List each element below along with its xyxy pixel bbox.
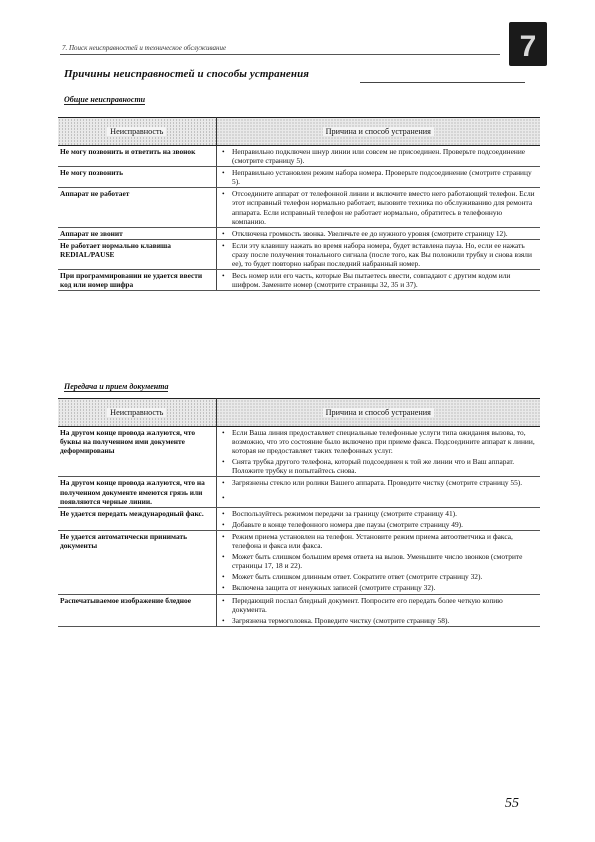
problem-cell: На другом конце провода жалуются, что буквы на полученном ими документе деформированы (58, 427, 216, 477)
bullet-icon: • (221, 428, 225, 437)
table-row (58, 427, 540, 457)
cause-cell: Включена защита от ненужных записей (смотрите страницу 32). (230, 582, 540, 594)
bullet-icon: • (216, 188, 230, 227)
column-header-cause: Причина и способ устранения (216, 118, 540, 146)
problem-cell: Аппарат не работает (58, 188, 216, 227)
bullet-icon: • (221, 508, 225, 518)
cause-cell: Отсоедините аппарат от телефонной линии и включите вместо него работающий телефон. Если этот исправный телефон нормально работает, вызовите техника по обслуживанию для ремонта аппарата. Если исправный телефон не работает нормально, обратитесь в телефонную компанию. (230, 188, 540, 227)
cause-cell: Добавьте в конце телефонного номера две паузы (смотрите страницу 49). (230, 519, 540, 531)
running-header: 7. Поиск неисправностей и техническое обслуживание (62, 44, 227, 52)
bullet-icon: • (216, 492, 230, 507)
table-row (58, 530, 540, 551)
column-header-problem: Неисправность (58, 399, 216, 427)
cause-cell: Неправильно установлен режим набора номера. Проверьте подсоединение (смотрите страницу 5). (230, 167, 540, 188)
cause-cell: Отключена громкость звонка. Увеличьте ее до нужного уровня (смотрите страницу 12). (230, 227, 540, 239)
header-rule (60, 54, 500, 55)
cause-cell: Если эту клавишу нажать во время набора номера, будет вставлена пауза. Но, если ее нажать сразу после получения тонального сигнала (после того, как Вы положили трубку и снова взяли ее), то будет повторно набран последний набранный номер. (230, 239, 540, 269)
page-number: 55 (505, 796, 519, 811)
table-row (58, 507, 540, 519)
cause-cell (230, 492, 540, 507)
cause-cell: Воспользуйтесь режимом передачи за границу (смотрите страницу 41). (232, 508, 457, 518)
cause-cell: Режим приема установлен на телефон. Установите режим приема автоответчика и факса, телефона и факса или факса. (232, 531, 513, 551)
chapter-tab (509, 22, 547, 66)
table-row (58, 146, 540, 167)
bullet-icon: • (216, 239, 230, 269)
table-row (58, 477, 540, 492)
bullet-icon: • (216, 582, 230, 594)
bullet-icon: • (221, 595, 225, 605)
cause-cell: Неправильно подключен шнур линии или совсем не присоединен. Проверьте подсоединение (смотрите страницу 5). (230, 146, 540, 167)
cause-cell: Если Ваша линия предоставляет специальные телефонные услуги типа ожидания вызова, то, возможно, что это состояние было включено при приеме факса. Подсоедините аппарат к линии, которая не предоставляет таких телефонных услуг. (232, 428, 535, 456)
page-title: Причины неисправностей и способы устранения (64, 68, 310, 80)
section-title-general: Общие неисправности (64, 95, 146, 104)
problem-cell: На другом конце провода жалуются, что на полученном документе имеются грязь или появляются черные линии. (58, 477, 216, 507)
troubleshooting-table-transmission (58, 398, 540, 627)
bullet-icon: • (216, 519, 230, 531)
table-row (58, 167, 540, 188)
cause-cell: Может быть слишком длинным ответ. Сократите ответ (смотрите страницу 32). (232, 572, 483, 582)
problem-cell: Аппарат не звонит (58, 227, 216, 239)
column-header-cause: Причина и способ устранения (216, 399, 540, 427)
problem-cell: Не могу позвонить и ответить на звонок (58, 146, 216, 167)
table-row (58, 239, 540, 269)
problem-cell: Не удается автоматически принимать документы (58, 530, 216, 594)
table-row (58, 270, 540, 291)
troubleshooting-table-general (58, 117, 540, 291)
bullet-icon: • (216, 615, 230, 627)
bullet-icon: • (221, 552, 225, 562)
bullet-icon: • (221, 531, 225, 541)
bullet-icon: • (216, 227, 230, 239)
bullet-icon: • (216, 456, 230, 477)
problem-cell: Не работает нормально клавиша REDIAL/PAUSE (58, 239, 216, 269)
bullet-icon: • (216, 167, 230, 188)
bullet-icon: • (216, 270, 230, 291)
cause-cell: Снята трубка другого телефона, который подсоединен к той же линии что и Ваш аппарат. Положите трубку и попытайтесь снова. (230, 456, 540, 477)
title-rule (360, 82, 525, 83)
svg-text:7: 7 (519, 30, 537, 63)
bullet-icon: • (221, 572, 225, 582)
problem-cell: При программировании не удается ввести код или номер шифра (58, 270, 216, 291)
cause-cell: Загрязнены стекло или ролики Вашего аппарата. Проведите чистку (смотрите страницу 55). (232, 478, 523, 488)
cause-cell: Загрязнена термоголовка. Проведите чистку (смотрите страницу 58). (230, 615, 540, 627)
table-row (58, 188, 540, 227)
bullet-icon: • (216, 146, 230, 167)
table-row (58, 227, 540, 239)
bullet-icon: • (221, 478, 225, 488)
column-header-problem: Неисправность (58, 118, 216, 146)
cause-cell: Может быть слишком большим время ответа на вызов. Уменьшите число звонков (смотрите страницы 17, 18 и 22). (232, 552, 523, 571)
chapter-number-icon (509, 22, 547, 66)
cause-cell: Весь номер или его часть, которые Вы пытаетесь ввести, совпадают с другим кодом или шифром. Замените номер (смотрите страницы 32, 35 и 37). (230, 270, 540, 291)
table-row (58, 594, 540, 615)
problem-cell: Не могу позвонить (58, 167, 216, 188)
problem-cell: Распечатываемое изображение бледное (58, 594, 216, 626)
section-title-transmission: Передача и прием документа (64, 382, 169, 391)
cause-cell: Передающий послал бледный документ. Попросите его передать более четкую копию документа. (232, 595, 503, 614)
problem-cell: Не удается передать международный факс. (58, 507, 216, 530)
